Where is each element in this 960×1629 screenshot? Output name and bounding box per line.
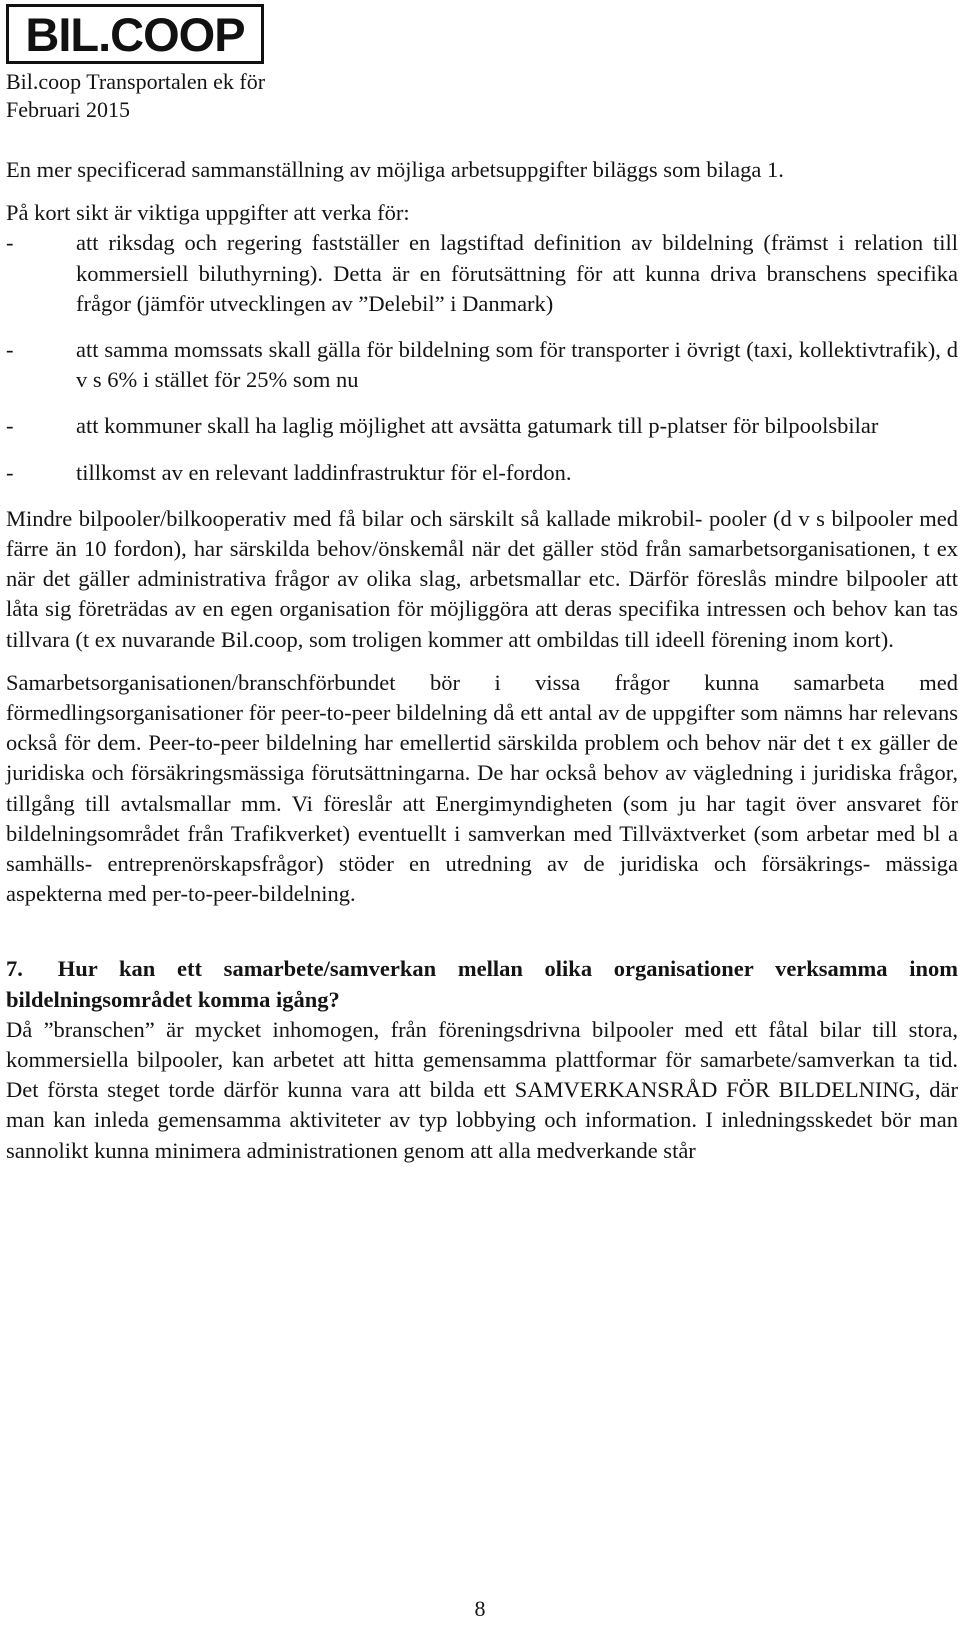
list-item (6, 411, 958, 441)
list-item-text: att kommuner skall ha laglig möjlighet att avsätta gatumark till p-platser för bilpoolsbilar (76, 413, 879, 439)
section-heading-text: Hur kan ett samarbete/samverkan mellan olika organisationer verksamma inom bildelningsområdet komma igång? (6, 956, 959, 1012)
header-date: Februari 2015 (6, 97, 131, 122)
task-list (6, 228, 958, 487)
list-dash: - (6, 230, 14, 256)
small-pools-paragraph: Mindre bilpooler/bilkooperativ med få bilar och särskilt så kallade mikrobil- pooler (d v s bilpooler med färre än 10 fordon), har särskilda behov/önskemål när det gäller stöd från samarbetsorganisationen, t ex när det gäller administrativa frågor av olika slag, arbetsmallar etc. Därför föreslås mindre bilpooler att låta sig företrädas av en egen organisation för möjliggöra att deras specifika intressen och behov kan tas tillvara (t ex nuvarande Bil.coop, som troligen kommer att ombildas till ideell förening inom kort). (6, 505, 958, 652)
list-item (6, 458, 958, 488)
list-item-text: tillkomst av en relevant laddinfrastruktur för el-fordon. (76, 459, 572, 485)
list-item-text: att samma momssats skall gälla för bildelning som för transporter i övrigt (taxi, kollektivtrafik), d v s 6% i stället för 25% som nu (76, 337, 958, 393)
list-item (6, 228, 958, 319)
list-dash: - (6, 459, 14, 485)
list-item (6, 335, 958, 395)
short-term-lead: På kort sikt är viktiga uppgifter att verka för: (6, 200, 410, 226)
section-paragraph: Då ”branschen” är mycket inhomogen, från föreningsdrivna bilpooler med ett fåtal bilar till stora, kommersiella bilpooler, kan arbetet att hitta gemensamma plattformar för samarbete/samverkan ta tid. Det första steget torde därför kunna vara att bilda ett SAMVERKANSRÅD FÖR BILDELNING, där man kan inleda gemensamma aktiviteter av typ lobbying och information. I inledningsskedet bör man sannolikt kunna minimera administrationen genom att alla medverkande står (6, 1016, 958, 1163)
bilcoop-logo (6, 4, 264, 64)
header-organization: Bil.coop Transportalen ek för (6, 69, 266, 94)
list-dash: - (6, 413, 14, 439)
section-heading (6, 954, 958, 1014)
section-number: 7. (6, 956, 23, 982)
document-body (6, 155, 958, 1166)
logo-text: BIL.COOP (25, 7, 245, 61)
list-item-text: att riksdag och regering fastställer en lagstiftad definition av bildelning (främst i relation till kommersiell biluthyrning). Detta är en förutsättning för att kunna driva branschens specifika frågor (jämför utvecklingen av ”Delebil” i Danmark) (76, 230, 958, 316)
peer-to-peer-paragraph: Samarbetsorganisationen/branschförbundet bör i vissa frågor kunna samarbeta med förmedlingsorganisationer för peer-to-peer bildelning då ett antal av de uppgifter som nämns har relevans också för dem. Peer-to-peer bildelning har emellertid särskilda problem och behov när det t ex gäller de juridiska och försäkringsmässiga förutsättningarna. De har också behov av vägledning i juridiska frågor, tillgång till avtalsmallar mm. Vi föreslår att Energimyndigheten (som ju har tagit över ansvaret för bildelningsområdet från Trafikverket) eventuellt i samverkan med Tillväxtverket (som arbetar med bl a samhälls- entreprenörskapsfrågor) stöder en utredning av de juridiska och försäkrings- mässiga aspekterna med per-to-peer-bildelning. (6, 669, 958, 907)
page-number: 8 (474, 1596, 486, 1621)
list-dash: - (6, 337, 14, 363)
intro-paragraph: En mer specificerad sammanställning av möjliga arbetsuppgifter biläggs som bilaga 1. (6, 157, 784, 182)
